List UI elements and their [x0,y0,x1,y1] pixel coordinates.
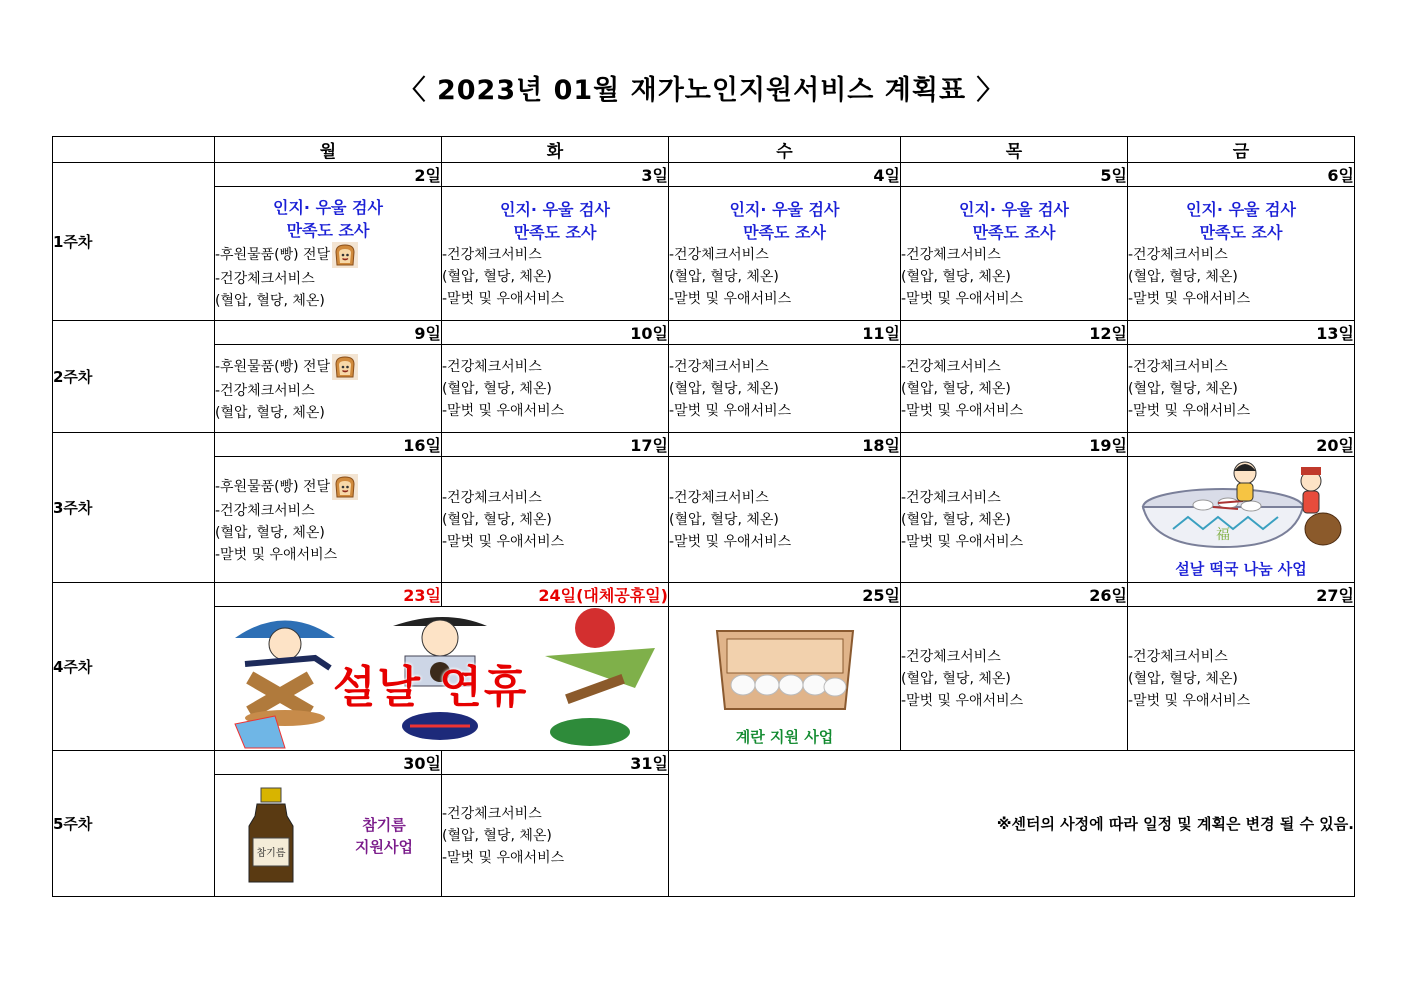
week-label: 1주차 [53,163,215,321]
date-cell: 26일 [901,583,1128,607]
survey-title: 인지· 우울 검사 [273,197,383,217]
header-day-fri: 금 [1128,137,1355,163]
health-detail: (혈압, 혈당, 체온) [901,670,1011,687]
day-content [669,345,901,433]
health-detail: (혈압, 혈당, 체온) [442,827,552,844]
day-content [1128,345,1355,433]
day-content [215,187,442,321]
friend-item: -말벗 및 우애서비스 [1128,402,1251,419]
gift-item: -후원물품(빵) 전달 [215,358,331,375]
tteokguk-caption: 설날 떡국 나눔 사업 [1175,560,1307,578]
health-detail: (혈압, 혈당, 체온) [442,511,552,528]
date-cell: 18일 [669,433,901,457]
health-item: -건강체크서비스 [442,358,542,375]
oil-caption-1: 참기름 [362,815,406,834]
health-detail: (혈압, 혈당, 체온) [1128,380,1238,397]
health-item: -건강체크서비스 [1128,246,1228,263]
health-item: -건강체크서비스 [669,358,769,375]
date-cell: 27일 [1128,583,1355,607]
holiday-cell [215,607,669,751]
friend-item: -말벗 및 우애서비스 [442,849,565,866]
date-cell: 9일 [215,321,442,345]
day-content [901,345,1128,433]
header-day-wed: 수 [669,137,901,163]
day-content [901,607,1128,751]
friend-item: -말벗 및 우애서비스 [1128,692,1251,709]
day-content [901,187,1128,321]
friend-item: -말벗 및 우애서비스 [442,402,565,419]
friend-item: -말벗 및 우애서비스 [669,533,792,550]
health-detail: (혈압, 혈당, 체온) [901,268,1011,285]
health-item: -건강체크서비스 [1128,648,1228,665]
day-content [669,607,901,751]
day-content [901,457,1128,583]
health-detail: (혈압, 혈당, 체온) [442,268,552,285]
date-cell: 31일 [442,751,669,775]
bread-icon [332,474,358,500]
health-detail: (혈압, 혈당, 체온) [1128,670,1238,687]
gift-item: -후원물품(빵) 전달 [215,478,331,495]
date-cell: 17일 [442,433,669,457]
week-label: 5주차 [53,751,215,897]
health-item: -건강체크서비스 [901,358,1001,375]
survey-subtitle: 만족도 조사 [743,222,826,242]
health-detail: (혈압, 혈당, 체온) [669,380,779,397]
date-cell: 6일 [1128,163,1355,187]
header-blank [53,137,215,163]
health-item: -건강체크서비스 [442,805,542,822]
friend-item: -말벗 및 우애서비스 [669,402,792,419]
header-day-tue: 화 [442,137,669,163]
day-content [442,187,669,321]
survey-subtitle: 만족도 조사 [972,222,1056,242]
date-cell: 16일 [215,433,442,457]
header-day-thu: 목 [901,137,1128,163]
day-content [215,775,442,897]
holiday-label: 설날 연휴 [333,662,529,713]
date-cell: 25일 [669,583,901,607]
date-cell: 2일 [215,163,442,187]
survey-subtitle: 만족도 조사 [286,220,370,240]
health-detail: (혈압, 혈당, 체온) [215,404,325,421]
health-detail: (혈압, 혈당, 체온) [669,268,779,285]
health-detail: (혈압, 혈당, 체온) [442,380,552,397]
health-item: -건강체크서비스 [901,489,1001,506]
date-cell: 30일 [215,751,442,775]
tteokguk-illustration [1133,459,1349,551]
health-detail: (혈압, 혈당, 체온) [215,292,325,309]
page-title: 〈 2023년 01월 재가노인지원서비스 계획표 〉 [398,75,1005,106]
friend-item: -말벗 및 우애서비스 [669,290,792,307]
date-cell: 24일(대체공휴일) [442,583,669,607]
gift-item: -후원물품(빵) 전달 [215,246,331,263]
date-cell: 5일 [901,163,1128,187]
health-detail: (혈압, 혈당, 체온) [215,524,325,541]
survey-subtitle: 만족도 조사 [513,222,597,242]
health-item: -건강체크서비스 [669,489,769,506]
survey-title: 인지· 우울 검사 [959,199,1069,219]
health-item: -건강체크서비스 [442,489,542,506]
week-label: 3주차 [53,433,215,583]
health-detail: (혈압, 혈당, 체온) [669,511,779,528]
friend-item: -말벗 및 우애서비스 [901,533,1024,550]
date-cell: 20일 [1128,433,1355,457]
day-content [442,775,669,897]
day-content [442,457,669,583]
bread-icon [332,354,358,380]
egg-carton-illustration [705,609,865,719]
sesame-oil-bottle-illustration [243,786,299,886]
friend-item: -말벗 및 우애서비스 [442,290,565,307]
week-label: 4주차 [53,583,215,751]
friend-item: -말벗 및 우애서비스 [215,546,338,563]
health-item: -건강체크서비스 [442,246,542,263]
date-cell: 12일 [901,321,1128,345]
day-content [215,457,442,583]
egg-caption: 계란 지원 사업 [735,728,834,746]
bottle-label: 참기름 [256,847,286,859]
fortune-char: 福 [1216,527,1230,543]
survey-title: 인지· 우울 검사 [729,199,840,219]
day-content [669,187,901,321]
friend-item: -말벗 및 우애서비스 [442,533,565,550]
schedule-note: ※센터의 사정에 따라 일정 및 계획은 변경 될 수 있음. [669,751,1355,897]
date-cell: 19일 [901,433,1128,457]
health-item: -건강체크서비스 [901,648,1001,665]
survey-subtitle: 만족도 조사 [1199,222,1283,242]
bread-icon [332,242,358,268]
health-item: -건강체크서비스 [215,270,315,287]
health-detail: (혈압, 혈당, 체온) [901,380,1011,397]
day-content [1128,607,1355,751]
schedule-table [52,136,1355,897]
date-cell: 3일 [442,163,669,187]
friend-item: -말벗 및 우애서비스 [1128,290,1251,307]
friend-item: -말벗 및 우애서비스 [901,290,1024,307]
friend-item: -말벗 및 우애서비스 [901,692,1024,709]
date-cell: 23일 [215,583,442,607]
survey-title: 인지· 우울 검사 [500,199,610,219]
day-content [442,345,669,433]
week-label: 2주차 [53,321,215,433]
health-detail: (혈압, 혈당, 체온) [1128,268,1238,285]
health-item: -건강체크서비스 [215,502,315,519]
day-content [215,345,442,433]
date-cell: 11일 [669,321,901,345]
health-item: -건강체크서비스 [1128,358,1228,375]
day-content [1128,187,1355,321]
health-item: -건강체크서비스 [669,246,769,263]
date-cell: 4일 [669,163,901,187]
health-item: -건강체크서비스 [215,382,315,399]
health-item: -건강체크서비스 [901,246,1001,263]
day-content [669,457,901,583]
survey-title: 인지· 우울 검사 [1186,199,1296,219]
date-cell: 13일 [1128,321,1355,345]
day-content [1128,457,1355,583]
header-day-mon: 월 [215,137,442,163]
health-detail: (혈압, 혈당, 체온) [901,511,1011,528]
oil-caption-2: 지원사업 [355,837,413,856]
date-cell: 10일 [442,321,669,345]
friend-item: -말벗 및 우애서비스 [901,402,1024,419]
